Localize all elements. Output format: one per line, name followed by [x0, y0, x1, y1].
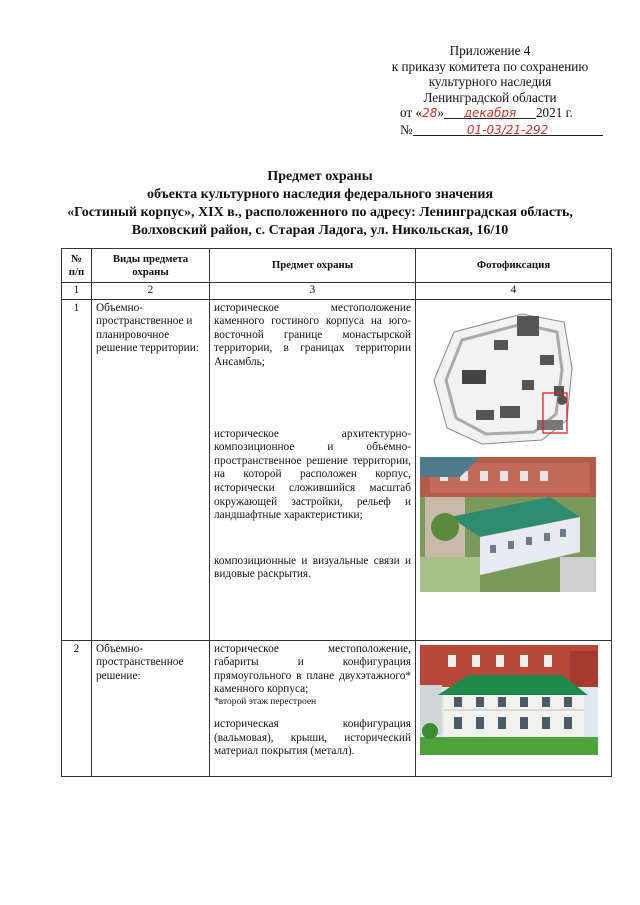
row-subject: [210, 299, 416, 640]
num-prefix: №: [400, 121, 413, 137]
order-number: 01-03/21-292: [466, 122, 549, 137]
row-number: 2: [62, 640, 92, 776]
title-line: Волховский район, с. Старая Ладога, ул. Никольская, 16/10: [131, 223, 509, 238]
date-day: 28: [422, 106, 438, 121]
aerial-photo: [420, 457, 596, 592]
date-month-field: [444, 105, 536, 119]
site-plan-image: [422, 310, 594, 447]
header-photo: Фотофиксация: [416, 249, 612, 283]
table-row: [62, 299, 612, 640]
subject-paragraph: историческая конфигурация (вальмовая), крыши, исторический материал покрытия (металл).: [214, 717, 411, 758]
appendix-line: к приказу комитета по сохранению: [391, 58, 589, 74]
header-subject: Предмет охраны: [210, 249, 416, 283]
table-row: [62, 640, 612, 776]
photo-cell: [416, 299, 612, 640]
row-subject: [210, 640, 416, 776]
appendix-block: [370, 43, 610, 138]
index-cell: 3: [210, 283, 416, 300]
date-year: 2021 г.: [535, 105, 573, 121]
row-kind: Объемно-пространственное решение:: [92, 640, 210, 776]
building-photo: [420, 645, 598, 755]
appendix-line: Приложение 4: [449, 43, 531, 58]
date-mid: »: [437, 105, 444, 121]
index-cell: 1: [62, 283, 92, 300]
subject-note: *второй этаж перестроен: [214, 696, 317, 707]
photo-cell: [416, 640, 612, 776]
subject-paragraph: историческое местоположение, габариты и конфигурация прямоугольного в плане двухэтажного* каменного корпуса;: [214, 642, 411, 696]
order-date-line: [370, 105, 610, 122]
row-number: 1: [62, 299, 92, 640]
row-kind: Объемно-пространственное и планировочное решение территории:: [92, 299, 210, 640]
document-title: [40, 168, 600, 240]
title-line: «Гостиный корпус», XIX в., расположенного по адресу: Ленинградская область,: [67, 205, 573, 220]
order-number-line: [370, 122, 610, 138]
subject-paragraph: композиционные и визуальные связи и видовые раскрытия.: [214, 554, 411, 581]
protection-table: [61, 248, 612, 777]
appendix-line: Ленинградской области: [423, 89, 557, 105]
title-line: объекта культурного наследия федерального значения: [146, 187, 494, 202]
order-number-field: [413, 122, 603, 136]
date-prefix: от «: [400, 105, 423, 121]
date-month: декабря: [463, 106, 517, 121]
appendix-line: культурного наследия: [428, 74, 552, 90]
index-cell: 4: [416, 283, 612, 300]
header-kinds: Виды предмета охраны: [92, 249, 210, 283]
subject-paragraph: историческое архитектурно-композиционное и объемно-пространственное решение территории, на которой расположен корпус, исторически сложившийся масштаб окружающей застройки, рельеф и ландшафтные характеристики;: [214, 427, 411, 522]
subject-paragraph: историческое местоположение каменного гостиного корпуса на юго-восточной границе монастырской территории, в границах территории Ансамбль;: [214, 301, 411, 368]
index-cell: 2: [92, 283, 210, 300]
title-line: Предмет охраны: [267, 169, 373, 184]
table-header-row: [62, 249, 612, 283]
header-num: № п/п: [62, 249, 92, 283]
table-index-row: [62, 283, 612, 300]
